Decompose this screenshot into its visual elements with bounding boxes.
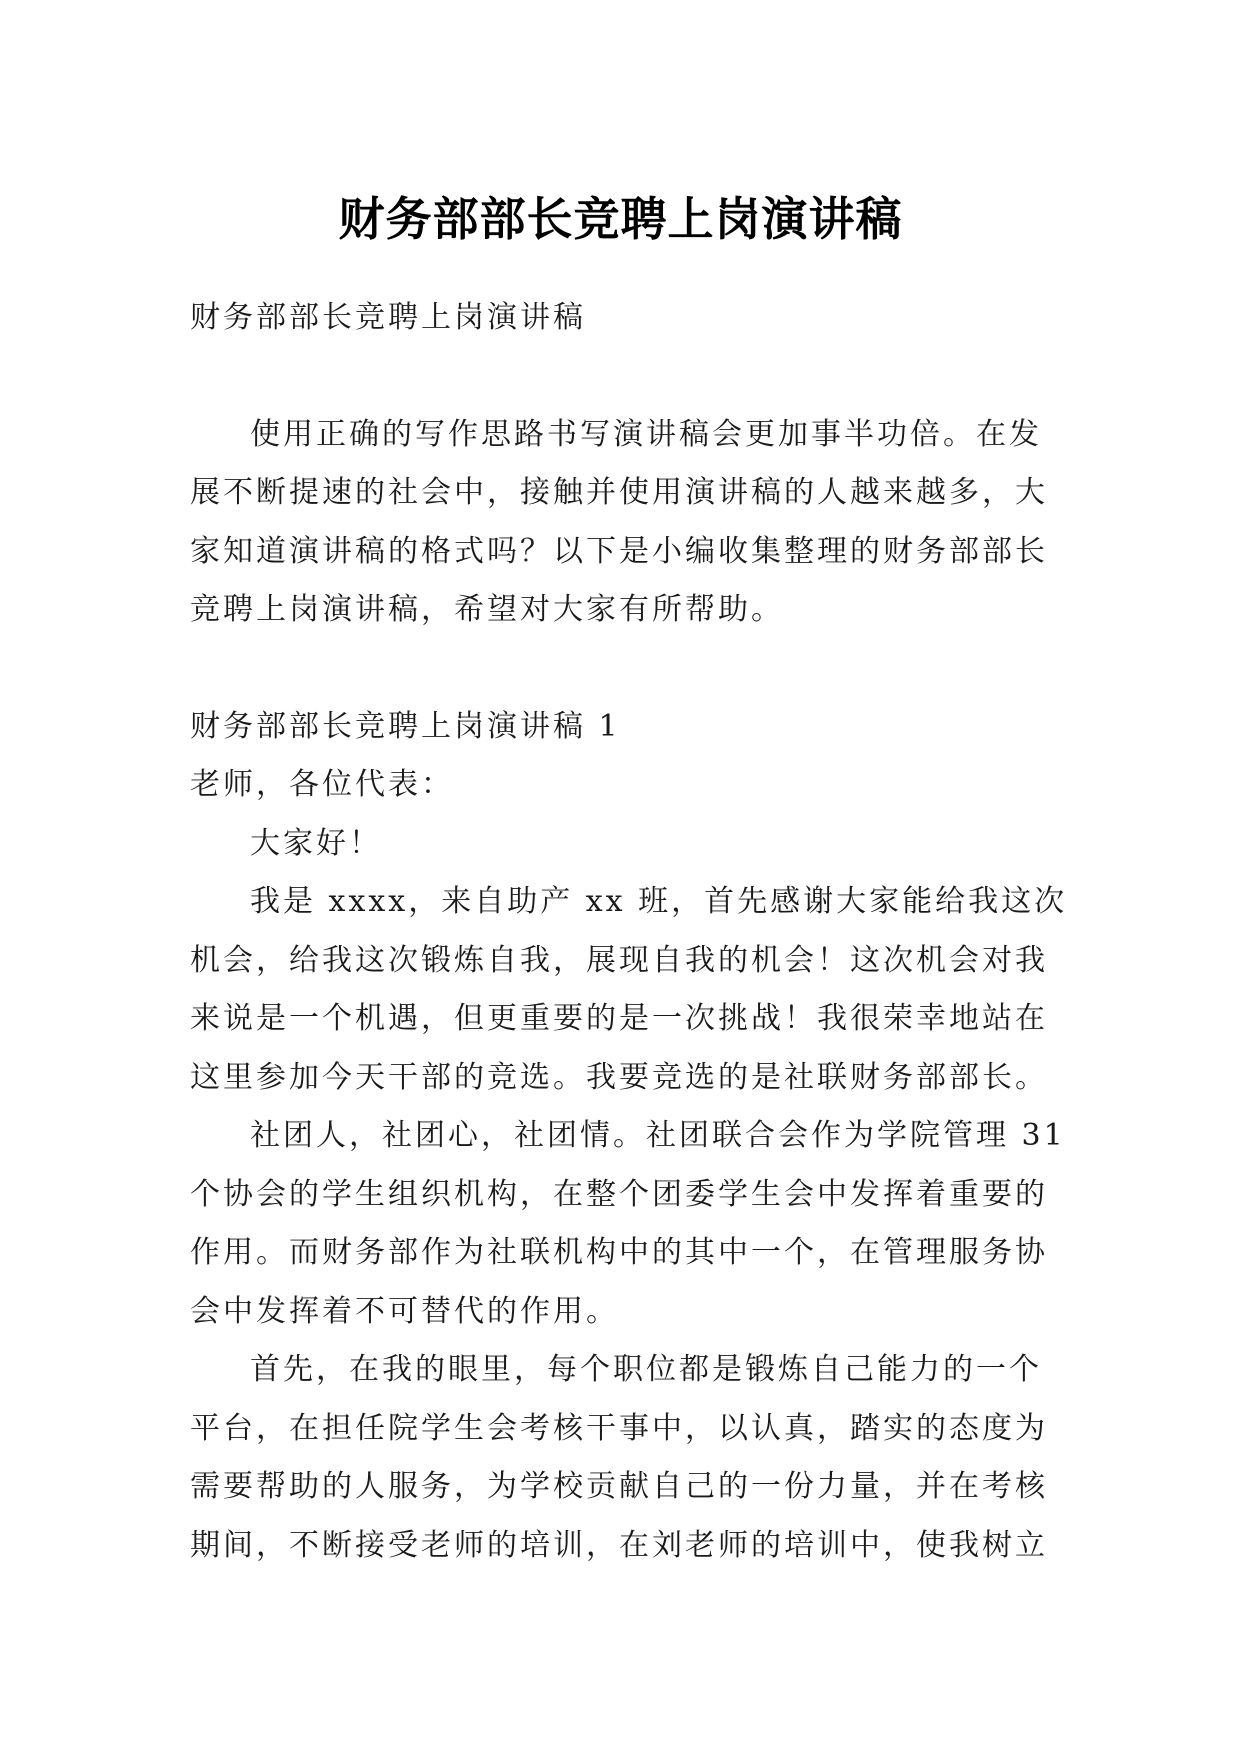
greeting: 大家好！ (250, 825, 382, 861)
document-subtitle: 财务部部长竞聘上岗演讲稿 (190, 300, 586, 335)
intro-paragraph: 使用正确的写作思路书写演讲稿会更加事半功倍。在发展不断提速的社会中，接触并使用演讲稿的人越来越多，大家知道演讲稿的格式吗？以下是小编收集整理的财务部部长竞聘上岗演讲稿，希望对大家有所帮助。 (190, 416, 1048, 627)
body-paragraph: 我是 xxxx，来自助产 xx 班，首先感谢大家能给我这次机会，给我这次锻炼自我，展现自我的机会！这次机会对我来说是一个机遇，但更重要的是一次挑战！我很荣幸地站在这里参加今天干部的竞选。我要竞选的是社联财务部部长。 (190, 884, 1068, 1095)
section-heading: 财务部部长竞聘上岗演讲稿 1 (190, 708, 621, 744)
salutation: 老师，各位代表： (190, 767, 454, 802)
document-body (190, 289, 1070, 1575)
document-title: 财务部部长竞聘上岗演讲稿 (338, 191, 903, 246)
body-paragraph: 首先，在我的眼里，每个职位都是锻炼自己能力的一个平台，在担任院学生会考核干事中，以认真，踏实的态度为需要帮助的人服务，为学校贡献自己的一份力量，并在考核期间，不断接受老师的培训，在刘老师的培训中，使我树立 (190, 1352, 1048, 1563)
body-paragraph: 社团人，社团心，社团情。社团联合会作为学院管理 31 个协会的学生组织机构，在整个团委学生会中发挥着重要的作用。而财务部作为社联机构中的其中一个，在管理服务协会中发挥着不可替代的作用。 (190, 1118, 1066, 1329)
